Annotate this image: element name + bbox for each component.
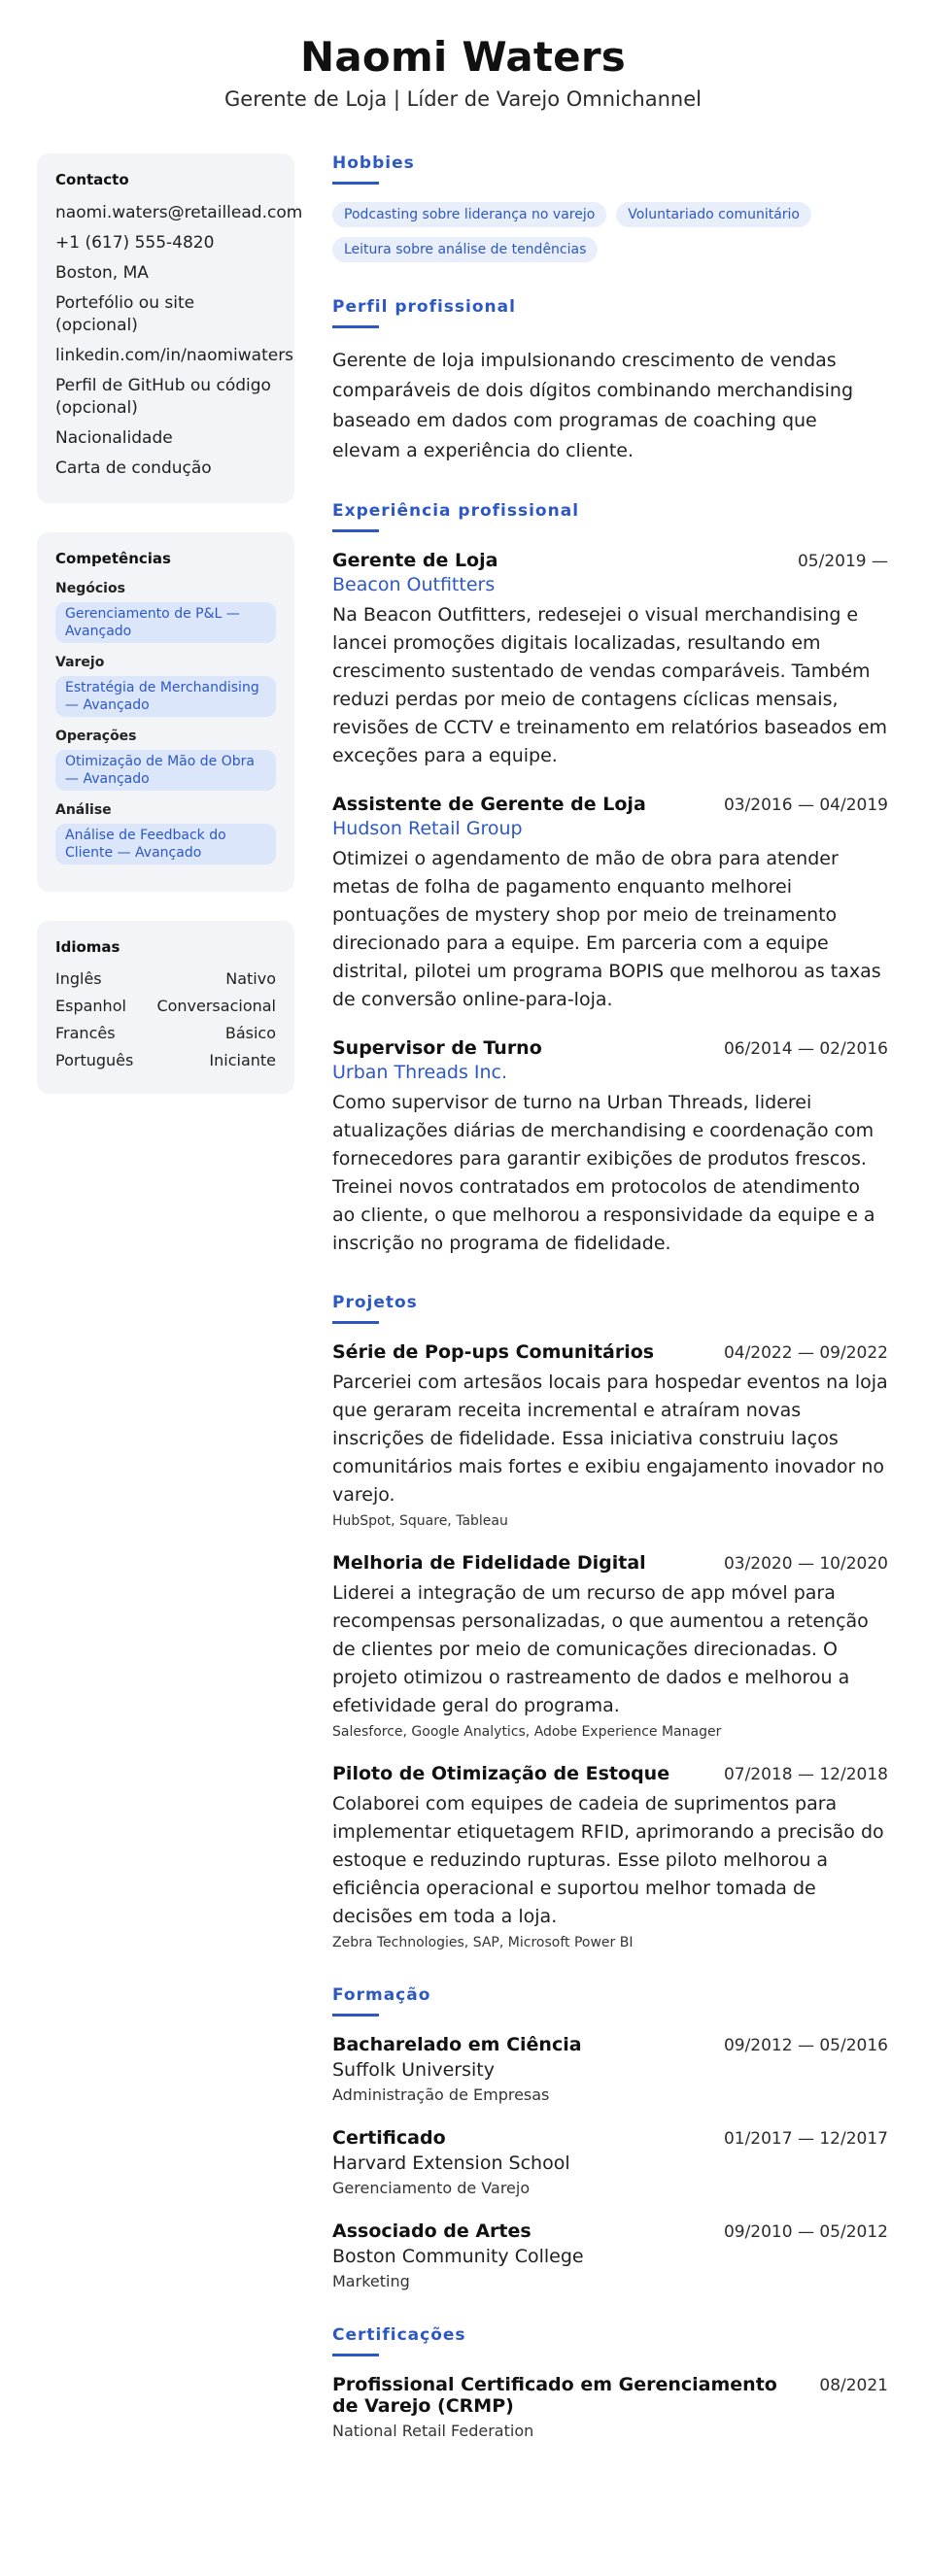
sidebar	[37, 153, 303, 1123]
education-dates: 09/2012 — 05/2016	[723, 2036, 888, 2055]
skill-pill: Otimização de Mão de Obra — Avançado	[55, 750, 276, 791]
language-name: Francês	[55, 1024, 116, 1042]
profile-summary: Gerente de loja impulsionando crescimento de vendas comparáveis de dois dígitos combinando merchandising baseado em dados com programas de coaching que elevam a experiência do cliente.	[332, 350, 854, 461]
languages-card	[37, 921, 294, 1094]
project-entry	[332, 1341, 888, 1529]
section-title: Certificações	[332, 2325, 466, 2345]
section-divider	[332, 2354, 379, 2356]
study-field: Marketing	[332, 2272, 410, 2290]
job-title: Supervisor de Turno	[332, 1037, 542, 1059]
skills-title: Competências	[55, 550, 171, 567]
education-section	[332, 1985, 888, 2290]
job-title: Assistente de Gerente de Loja	[332, 794, 646, 815]
contact-driving-license: Carta de condução	[55, 458, 212, 478]
language-level: Nativo	[225, 969, 276, 988]
section-title: Experiência profissional	[332, 501, 580, 521]
contact-title: Contacto	[55, 171, 129, 188]
company-name: Beacon Outfitters	[332, 574, 496, 595]
experience-entry	[332, 794, 888, 1014]
skill-pill: Análise de Feedback do Cliente — Avançado	[55, 824, 276, 864]
profile-section	[332, 297, 888, 466]
contact-phone[interactable]: +1 (617) 555-4820	[55, 233, 215, 253]
job-description: Otimizei o agendamento de mão de obra para atender metas de folha de pagamento enquanto melhorei pontuações de mystery shop por meio de treinamento direcionado para a equipe. Em parceria com a equipe distrital, pilotei um programa BOPIS que melhorou as taxas de conversão online-para-loja.	[332, 848, 881, 1010]
skill-group	[55, 802, 276, 864]
skill-pill: Gerenciamento de P&L — Avançado	[55, 602, 276, 643]
project-description: Colaborei com equipes de cadeia de suprimentos para implementar etiquetagem RFID, aprimorando a precisão do estoque e reduzindo rupturas. Esse piloto melhorou a eficiência operacional e suportou melhor tomada de decisões em toda a loja.	[332, 1793, 884, 1927]
skill-category: Negócios	[55, 581, 125, 596]
project-tech: Salesforce, Google Analytics, Adobe Experience Manager	[332, 1724, 722, 1740]
skill-group	[55, 655, 276, 717]
section-title: Projetos	[332, 1293, 418, 1312]
contact-portfolio[interactable]: Portefólio ou site (opcional)	[55, 293, 195, 335]
project-description: Liderei a integração de um recurso de app móvel para recompensas personalizadas, o que aumentou a retenção de clientes por meio de comunicações direcionadas. O projeto otimizou o rastreamento de dados e melhorou a efetividade geral do programa.	[332, 1582, 869, 1716]
job-description: Como supervisor de turno na Urban Threads, liderei atualizações diárias de merchandising e coordenação com fornecedores para garantir exibições de produtos frescos. Treinei novos contratados em protocolos de atendimento ao cliente, o que melhorou a responsividade da equipe e a inscrição no programa de fidelidade.	[332, 1092, 875, 1254]
language-row	[55, 1024, 276, 1042]
section-divider	[332, 1321, 379, 1324]
skill-category: Análise	[55, 802, 112, 818]
skill-category: Operações	[55, 729, 137, 744]
project-name: Piloto de Otimização de Estoque	[332, 1763, 670, 1784]
section-title: Perfil profissional	[332, 297, 516, 317]
education-dates: 01/2017 — 12/2017	[723, 2129, 888, 2149]
degree-name: Certificado	[332, 2127, 446, 2149]
section-divider	[332, 2014, 379, 2017]
project-entry	[332, 1763, 888, 1950]
language-level: Básico	[224, 1024, 276, 1042]
project-dates: 03/2020 — 10/2020	[723, 1554, 888, 1574]
degree-name: Bacharelado em Ciência	[332, 2034, 582, 2055]
candidate-subtitle: Gerente de Loja | Líder de Varejo Omnichannel	[224, 87, 702, 112]
experience-section	[332, 501, 888, 1258]
project-dates: 04/2022 — 09/2022	[723, 1343, 888, 1363]
certification-entry	[332, 2374, 888, 2440]
skill-group	[55, 729, 276, 791]
language-name: Espanhol	[55, 997, 126, 1015]
language-level: Iniciante	[209, 1051, 276, 1069]
school-name: Harvard Extension School	[332, 2152, 570, 2174]
hobby-list	[332, 202, 888, 262]
language-row	[55, 997, 276, 1015]
skill-category: Varejo	[55, 655, 105, 670]
languages-title: Idiomas	[55, 938, 120, 956]
language-row	[55, 1051, 276, 1069]
skill-pill: Estratégia de Merchandising — Avançado	[55, 676, 276, 717]
main-content	[332, 153, 888, 2475]
language-name: Inglês	[55, 969, 102, 988]
education-dates: 09/2010 — 05/2012	[723, 2222, 888, 2242]
job-description: Na Beacon Outfitters, redesejei o visual merchandising e lancei promoções digitais localizadas, resultando em crescimento sustentado de vendas comparáveis. Também reduzi perdas por meio de contagens cíclicas mensais, revisões de CCTV e treinamento em relatórios baseados em exceções para a equipe.	[332, 604, 888, 766]
education-entry	[332, 2127, 888, 2197]
resume-header	[0, 0, 926, 111]
school-name: Boston Community College	[332, 2246, 584, 2267]
section-title: Formação	[332, 1985, 431, 2005]
job-title: Gerente de Loja	[332, 550, 498, 571]
hobbies-section	[332, 153, 888, 262]
certification-issuer: National Retail Federation	[332, 2422, 534, 2440]
experience-entry	[332, 550, 888, 770]
education-entry	[332, 2034, 888, 2104]
degree-name: Associado de Artes	[332, 2220, 532, 2242]
language-row	[55, 969, 276, 988]
project-description: Parceriei com artesãos locais para hospedar eventos na loja que geraram receita incremental e atraíram novas inscrições de fidelidade. Essa iniciativa construiu laços comunitários mais fortes e exibiu engajamento inovador no varejo.	[332, 1372, 888, 1506]
project-tech: HubSpot, Square, Tableau	[332, 1513, 508, 1529]
section-divider	[332, 325, 379, 328]
contact-location: Boston, MA	[55, 263, 149, 283]
school-name: Suffolk University	[332, 2059, 495, 2081]
certification-name: Profissional Certificado em Gerenciamento de Varejo (CRMP)	[332, 2374, 777, 2417]
candidate-name: Naomi Waters	[300, 33, 626, 81]
projects-section	[332, 1293, 888, 1950]
contact-email[interactable]: naomi.waters@retaillead.com	[55, 203, 303, 222]
language-level: Conversacional	[156, 997, 276, 1015]
skill-group	[55, 581, 276, 643]
hobby-pill: Podcasting sobre liderança no varejo	[332, 202, 606, 227]
project-name: Melhoria de Fidelidade Digital	[332, 1552, 646, 1574]
contact-linkedin[interactable]: linkedin.com/in/naomiwaters	[55, 346, 294, 365]
section-title: Hobbies	[332, 153, 415, 173]
education-entry	[332, 2220, 888, 2290]
certification-date: 08/2021	[819, 2376, 888, 2395]
job-dates: 05/2019 —	[797, 552, 888, 571]
company-name: Urban Threads Inc.	[332, 1062, 508, 1083]
section-divider	[332, 182, 379, 185]
contact-card	[37, 153, 303, 503]
contact-github[interactable]: Perfil de GitHub ou código (opcional)	[55, 376, 271, 418]
project-dates: 07/2018 — 12/2018	[723, 1765, 888, 1784]
hobby-pill: Voluntariado comunitário	[616, 202, 811, 227]
job-dates: 03/2016 — 04/2019	[723, 796, 888, 815]
project-tech: Zebra Technologies, SAP, Microsoft Power BI	[332, 1935, 634, 1950]
company-name: Hudson Retail Group	[332, 818, 523, 839]
section-divider	[332, 529, 379, 532]
hobby-pill: Leitura sobre análise de tendências	[332, 237, 598, 262]
language-name: Português	[55, 1051, 134, 1069]
project-entry	[332, 1552, 888, 1740]
job-dates: 06/2014 — 02/2016	[723, 1039, 888, 1059]
experience-entry	[332, 1037, 888, 1258]
project-name: Série de Pop-ups Comunitários	[332, 1341, 655, 1363]
certifications-section	[332, 2325, 888, 2440]
skills-card	[37, 532, 294, 892]
study-field: Gerenciamento de Varejo	[332, 2179, 531, 2197]
contact-nationality: Nacionalidade	[55, 428, 173, 448]
study-field: Administração de Empresas	[332, 2085, 550, 2104]
